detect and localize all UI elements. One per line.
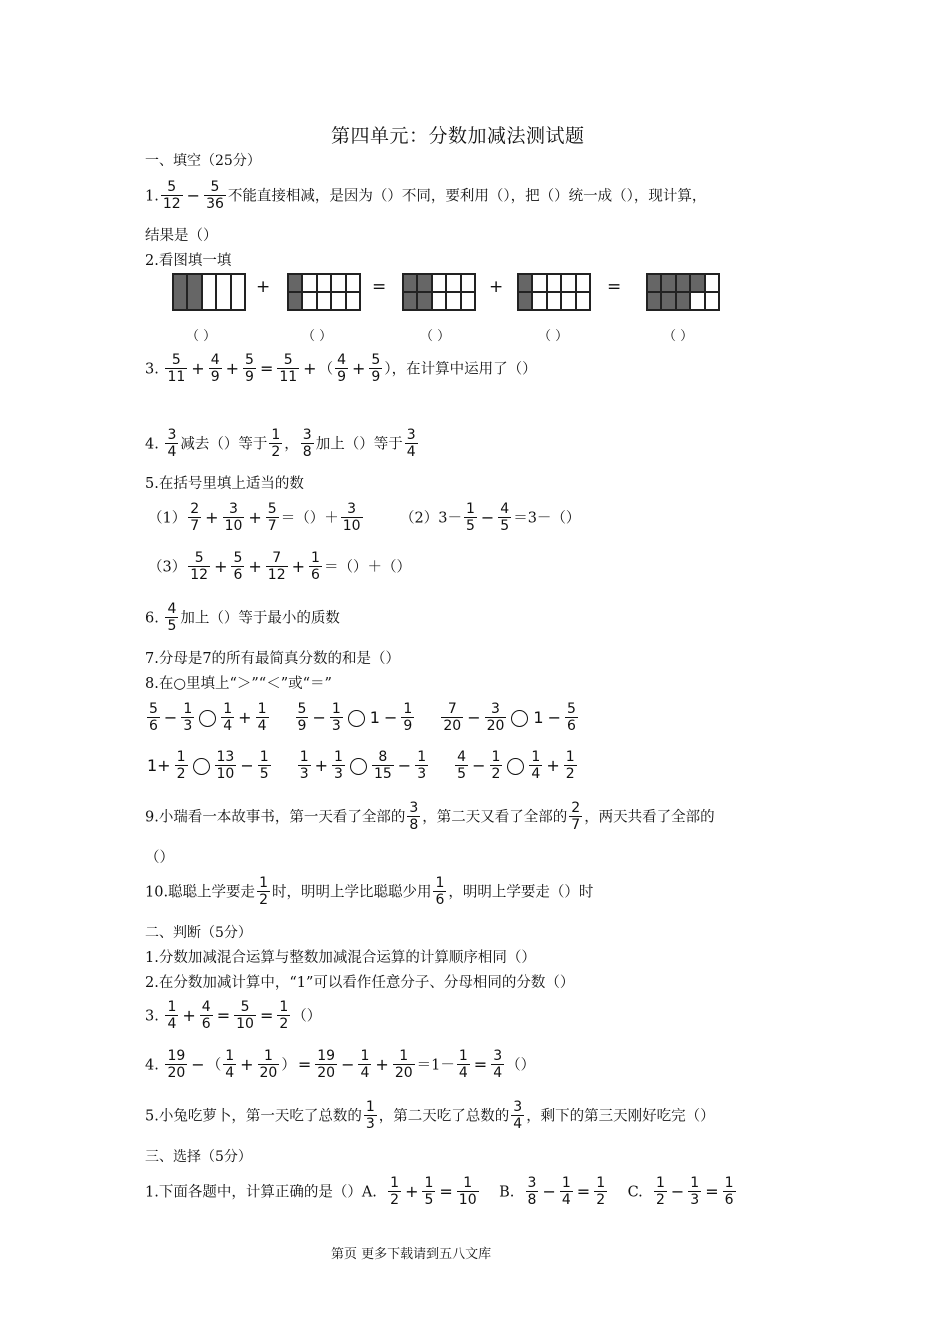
section-1-heading: 一、填空（25分） <box>145 153 261 169</box>
question-8-row-1: $\frac{5}{6}$ − $\frac{1}{3}$ $\frac{1}{4}$ + $\frac{1}{4}$ $\frac{5}{9}$ − $\frac{1}{3}$ 1 − $\frac{1}{9}$ $\frac{7}{20}$ − $\frac{3}{20}$ 1 − $\frac{5}{6}$ <box>149 701 576 735</box>
question-7: 7.分母是7的所有最简真分数的和是（） <box>145 651 401 667</box>
question-3: 3. $\frac{5}{11}$ + $\frac{4}{9}$ + $\frac{5}{9}$ = $\frac{5}{11}$ + （ $\frac{4}{9}$ + $\frac{5}{9}$ ），在计算中运用了（） <box>145 352 537 386</box>
fraction-grid-5 <box>646 273 720 311</box>
answer-blank: （ ） <box>186 329 217 344</box>
answer-blank: （ ） <box>663 329 694 344</box>
judge-2: 2.在分数加减计算中，“1”可以看作任意分子、分母相同的分数（） <box>145 975 575 991</box>
compare-circle <box>350 758 367 775</box>
answer-blank: （ ） <box>420 329 451 344</box>
question-8-row-2: 1+ $\frac{1}{2}$ $\frac{13}{10}$ − $\frac{1}{5}$ $\frac{1}{3}$ + $\frac{1}{3}$ $\frac{8}{15}$ − $\frac{1}{3}$ $\frac{4}{5}$ − $\frac{1}{2}$ $\frac{1}{4}$ + $\frac{1}{2}$ <box>147 749 575 783</box>
plus-sign: + <box>256 277 271 297</box>
question-4: 4. $\frac{3}{4}$ 减去（）等于 $\frac{1}{2}$ ， $\frac{3}{8}$ 加上（）等于 $\frac{3}{4}$ <box>145 427 416 461</box>
question-9: 9.小瑞看一本故事书，第一天看了全部的 $\frac{3}{8}$ ，第二天又看了全部的 $\frac{2}{7}$ ，两天共看了全部的 <box>145 800 715 834</box>
question-5-part-2: （2）3－ $\frac{1}{5}$ − $\frac{4}{5}$ ＝3－（） <box>400 501 581 535</box>
compare-circle <box>348 710 365 727</box>
section-3-heading: 三、选择（5分） <box>145 1149 252 1165</box>
judge-3: 3. $\frac{1}{4}$ + $\frac{4}{6}$ = $\frac{5}{10}$ = $\frac{1}{2}$ （） <box>145 999 322 1033</box>
fraction-grid-1 <box>172 273 246 311</box>
question-5-part-3: （3） $\frac{5}{12}$ + $\frac{5}{6}$ + $\frac{7}{12}$ + $\frac{1}{6}$ ＝（）＋（） <box>148 550 411 584</box>
question-8: 8.在○里填上“＞”“＜”或“＝” <box>145 676 332 692</box>
compare-circle <box>511 710 528 727</box>
section-2-heading: 二、判断（5分） <box>145 925 252 941</box>
compare-circle <box>199 710 216 727</box>
judge-4: 4. $\frac{19}{20}$ − （ $\frac{1}{4}$ + $\frac{1}{20}$ ） = $\frac{19}{20}$ − $\frac{1}{4}$ + $\frac{1}{20}$ ＝1－ $\frac{1}{4}$ = $\frac{3}{4}$ （） <box>145 1048 536 1082</box>
compare-circle <box>193 758 210 775</box>
question-9-line2: （） <box>145 850 174 866</box>
judge-1: 1.分数加减混合运算与整数加减混合运算的计算顺序相同（） <box>145 950 536 966</box>
fraction-grid-2 <box>287 273 361 311</box>
judge-5: 5.小兔吃萝卜，第一天吃了总数的 $\frac{1}{3}$ ，第二天吃了总数的 $\frac{3}{4}$ ，剩下的第三天刚好吃完（） <box>145 1099 715 1133</box>
page-footer: 第页 更多下载请到五八文库 <box>331 1247 492 1262</box>
equals-sign: = <box>607 277 622 297</box>
question-10: 10.聪聪上学要走 $\frac{1}{2}$ 时，明明上学比聪聪少用 $\frac{1}{6}$ ，明明上学要走（）时 <box>145 875 594 909</box>
plus-sign: + <box>489 277 504 297</box>
question-1-line2: 结果是（） <box>145 228 218 244</box>
question-1: 1. $\frac{5}{12}$ − $\frac{5}{36}$ 不能直接相减，是因为（）不同，要利用（），把（）统一成（），现计算， <box>145 179 707 213</box>
compare-circle <box>507 758 524 775</box>
question-5-part-1: （1） $\frac{2}{7}$ + $\frac{3}{10}$ + $\frac{5}{7}$ ＝（）＋ $\frac{3}{10}$ <box>148 501 361 535</box>
answer-blank: （ ） <box>302 329 333 344</box>
fraction-grid-3 <box>402 273 476 311</box>
choice-1: 1.下面各题中，计算正确的是（）A. $\frac{1}{2}$ + $\frac{1}{5}$ = $\frac{1}{10}$ B. $\frac{3}{8}$ − $\frac{1}{4}$ = $\frac{1}{2}$ C. $\frac{1}{2}$ − $\frac{1}{3}$ = $\frac{1}{6}$ <box>145 1175 734 1209</box>
page-title: 第四单元：分数加减法测试题 <box>331 125 585 147</box>
fraction-grid-4 <box>517 273 591 311</box>
question-2: 2.看图填一填 <box>145 253 232 269</box>
question-5: 5.在括号里填上适当的数 <box>145 476 304 492</box>
answer-blank: （ ） <box>538 329 569 344</box>
equals-sign: = <box>372 277 387 297</box>
question-6: 6. $\frac{4}{5}$ 加上（）等于最小的质数 <box>145 601 340 635</box>
